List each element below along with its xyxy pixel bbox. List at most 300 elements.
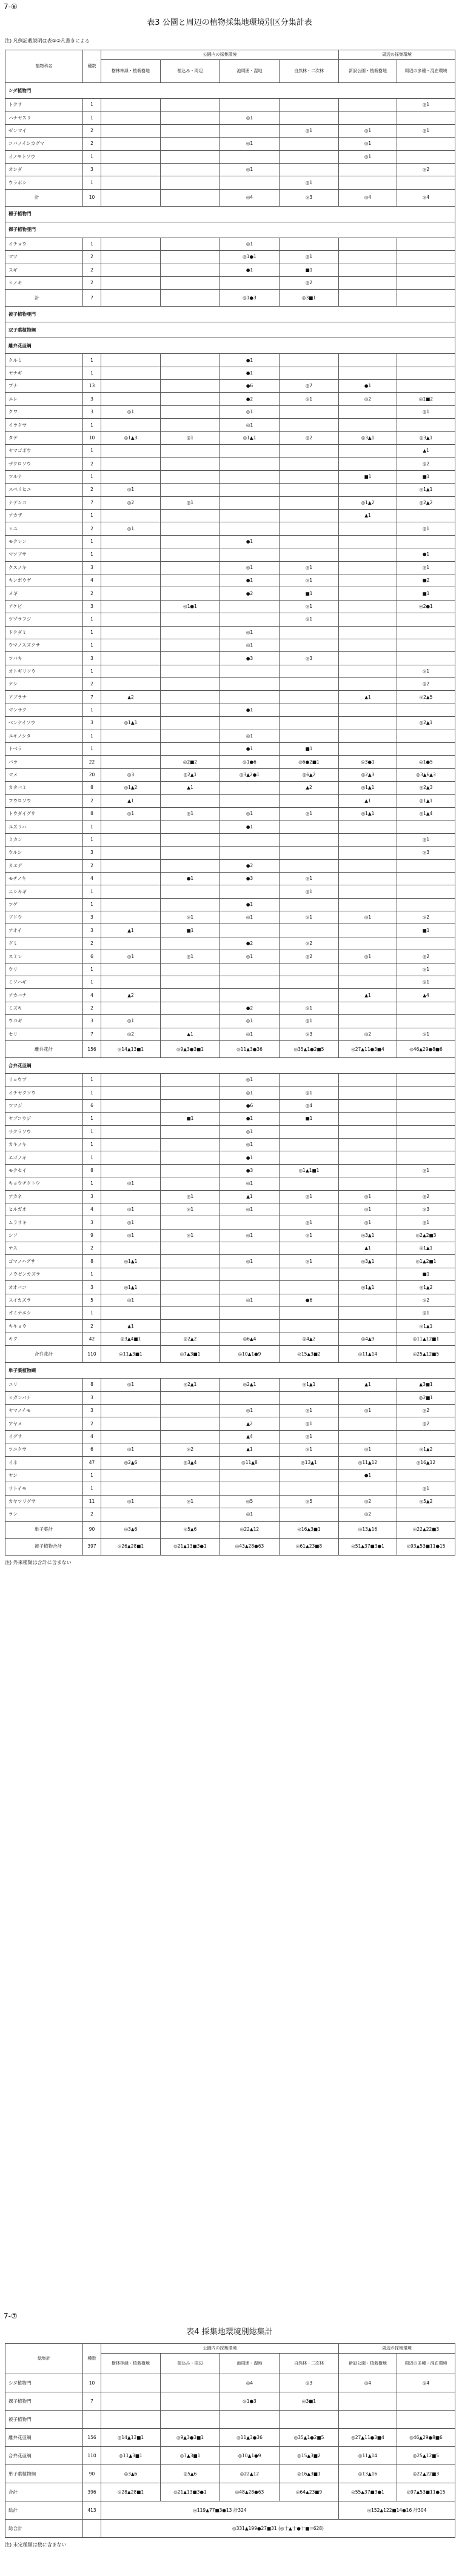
env-cell: ◎2 [280, 431, 339, 444]
env-cell: ◎1 [397, 522, 455, 535]
env-cell [161, 1125, 220, 1138]
env-cell: ◎3●1 [339, 756, 397, 768]
summary-count: 10 [83, 2374, 101, 2392]
table3-row [5, 1203, 455, 1216]
env-cell [101, 730, 161, 742]
table3-row [5, 872, 455, 885]
species-count: 1 [83, 898, 101, 911]
env-cell [280, 730, 339, 742]
family-name: オオバコ [5, 1281, 83, 1294]
env-cell [161, 1281, 220, 1294]
table3-row [5, 431, 455, 444]
table4-row [5, 2447, 455, 2465]
summary-label: 単子葉植物綱 [5, 2465, 83, 2483]
env-cell: ◎1▲2 [397, 1443, 455, 1456]
table3-row [5, 1028, 455, 1040]
env-cell: ◎2▲2■3 [397, 1229, 455, 1242]
env-cell [101, 1404, 161, 1417]
env-cell: ◎25▲12■5 [397, 2447, 455, 2465]
species-count: 1 [83, 509, 101, 522]
env-cell: ◎3 [397, 847, 455, 859]
family-name: カエデ [5, 859, 83, 872]
env-cell [397, 1087, 455, 1099]
env-cell: ◎3 [280, 2374, 339, 2392]
env-cell: ◎1 [280, 1255, 339, 1268]
env-cell: ◎15▲3■2 [280, 2447, 339, 2465]
table3-row [5, 924, 455, 937]
env-cell [339, 484, 397, 496]
species-count: 3 [83, 1190, 101, 1203]
env-cell [397, 138, 455, 150]
env-cell [161, 1391, 220, 1404]
env-cell [101, 251, 161, 264]
env-cell [161, 820, 220, 833]
group-label: 双子葉植物綱 [5, 322, 455, 338]
env-cell [161, 354, 220, 367]
env-cell [161, 470, 220, 483]
family-name: イチヤクソウ [5, 1087, 83, 1099]
env-cell: ◎1 [220, 1255, 280, 1268]
env-cell [339, 1074, 397, 1087]
group-label: 離弁花亜綱 [5, 338, 455, 354]
family-name: アケビ [5, 600, 83, 613]
env-cell: ◎4 [220, 189, 280, 206]
env-cell: ◎1▲2 [101, 782, 161, 794]
species-count: 2 [83, 1002, 101, 1014]
table3-row [5, 976, 455, 989]
summary-count [83, 2520, 101, 2538]
table3-row [5, 138, 455, 150]
env-cell [161, 1417, 220, 1430]
t3-subheader-col-4: 自然林・二次林 [280, 60, 339, 83]
env-cell: ◎1 [339, 1190, 397, 1203]
env-cell [220, 1216, 280, 1229]
env-cell [101, 976, 161, 989]
env-cell: ◎1▲1 [339, 1281, 397, 1294]
env-cell [220, 613, 280, 626]
species-count: 11 [83, 1495, 101, 1508]
env-cell [220, 847, 280, 859]
family-name: フウロソウ [5, 794, 83, 807]
env-cell: ◎1 [280, 1087, 339, 1099]
env-cell [339, 2411, 397, 2429]
table3-row [5, 206, 455, 222]
env-cell: ◎2 [101, 496, 161, 509]
species-count: 5 [83, 1294, 101, 1306]
env-cell: ◎1 [220, 1028, 280, 1040]
env-cell [339, 290, 397, 307]
env-cell [280, 1177, 339, 1190]
species-count: 8 [83, 807, 101, 820]
species-count: 42 [83, 1333, 101, 1345]
env-cell: ▲1 [339, 509, 397, 522]
table3-row [5, 1363, 455, 1379]
family-name: イラクサ [5, 419, 83, 431]
table3-row [5, 176, 455, 189]
table3-row [5, 794, 455, 807]
env-cell [280, 924, 339, 937]
table4-header-around: 周辺の採集環境 [339, 2344, 455, 2354]
env-cell [397, 730, 455, 742]
table3-row [5, 1281, 455, 1294]
table3-row [5, 1495, 455, 1508]
table3-row [5, 1125, 455, 1138]
env-cell: ◎27▲11●3■4 [339, 1041, 397, 1058]
env-cell: ◎13▲16 [339, 1521, 397, 1538]
family-name: ツゲ [5, 898, 83, 911]
env-cell: ◎1 [161, 1190, 220, 1203]
env-cell: ◎9▲3●3■1 [161, 2429, 220, 2447]
env-cell [220, 963, 280, 976]
env-cell: ▲1 [397, 445, 455, 458]
species-count: 1 [83, 976, 101, 989]
species-count: 2 [83, 251, 101, 264]
table3-row [5, 163, 455, 176]
around-total-cell: ◎152▲122■14●16 計304 [339, 2501, 455, 2520]
env-cell: ▲1 [101, 794, 161, 807]
env-cell: ◎22▲12 [220, 2465, 280, 2483]
env-cell: ●1 [220, 354, 280, 367]
table3-row [5, 83, 455, 99]
species-count: 1 [83, 111, 101, 124]
species-count: 2 [83, 264, 101, 276]
env-cell [161, 626, 220, 639]
table3-row [5, 393, 455, 405]
env-cell: ◎5▲6 [161, 2465, 220, 2483]
table3-row [5, 1190, 455, 1203]
env-cell: ◎1 [280, 1404, 339, 1417]
env-cell: ◎2 [397, 1417, 455, 1430]
env-cell: ◎26▲28■1 [101, 1538, 161, 1555]
env-cell: ◎1 [220, 561, 280, 574]
env-cell [161, 1164, 220, 1177]
species-count: 1 [83, 470, 101, 483]
env-cell: ■1 [339, 470, 397, 483]
env-cell [161, 743, 220, 756]
family-name: ユズリハ [5, 820, 83, 833]
species-count: 3 [83, 1281, 101, 1294]
env-cell: ◎1 [339, 950, 397, 963]
env-cell [397, 276, 455, 289]
env-cell: ◎3▲2●1 [220, 768, 280, 781]
env-cell: ◎1▲4 [397, 807, 455, 820]
table3-row [5, 587, 455, 600]
env-cell: ◎11▲8 [220, 1456, 280, 1469]
env-cell: ◎6●2■1 [280, 756, 339, 768]
env-cell [280, 496, 339, 509]
env-cell [397, 111, 455, 124]
species-count: 1 [83, 548, 101, 561]
family-name: ナス [5, 1242, 83, 1255]
family-name: ミソハギ [5, 976, 83, 989]
env-cell [220, 1307, 280, 1320]
env-cell: ◎1 [220, 730, 280, 742]
env-cell [280, 1125, 339, 1138]
env-cell [339, 548, 397, 561]
species-count: 2 [83, 138, 101, 150]
env-cell: ◎1 [280, 561, 339, 574]
env-cell [220, 99, 280, 111]
env-cell: ◎1 [101, 1229, 161, 1242]
env-cell [101, 1138, 161, 1151]
env-cell: ▲1 [339, 794, 397, 807]
env-cell [101, 1430, 161, 1443]
family-name: ウマノスズクサ [5, 639, 83, 651]
env-cell [220, 717, 280, 730]
env-cell: ◎1 [220, 807, 280, 820]
env-cell: ◎1 [397, 405, 455, 418]
env-cell: ◎3 [280, 652, 339, 665]
family-name: ウコギ [5, 1015, 83, 1028]
table3-row [5, 1320, 455, 1333]
env-cell: ◎1 [101, 1379, 161, 1391]
env-cell [397, 1015, 455, 1028]
summary-count: 110 [83, 2447, 101, 2465]
env-cell [101, 1417, 161, 1430]
env-cell: ◎1▲1 [339, 782, 397, 794]
env-cell [339, 1151, 397, 1164]
env-cell [161, 574, 220, 587]
env-cell [101, 99, 161, 111]
table3-row [5, 704, 455, 716]
table4-header-park: 公園内の採集環境 [101, 2344, 339, 2354]
species-count: 1 [83, 419, 101, 431]
env-cell [280, 678, 339, 691]
env-cell: ◎5▲6 [161, 1521, 220, 1538]
env-cell [161, 691, 220, 704]
env-cell [339, 2392, 397, 2411]
env-cell [280, 138, 339, 150]
env-cell: ◎46▲29●8■6 [397, 1041, 455, 1058]
env-cell [339, 730, 397, 742]
env-cell [101, 238, 161, 250]
species-count: 2 [83, 937, 101, 950]
env-cell: ◎2 [161, 1443, 220, 1456]
env-cell [101, 937, 161, 950]
env-cell: ◎13▲1 [280, 1456, 339, 1469]
env-cell [220, 1320, 280, 1333]
env-cell [101, 1469, 161, 1482]
group-label: 単子葉植物綱 [5, 1363, 455, 1379]
species-count: 1 [83, 535, 101, 548]
table3-row [5, 1099, 455, 1112]
env-cell [101, 613, 161, 626]
env-cell: ◎22▲22■3 [397, 2465, 455, 2483]
env-cell [220, 1268, 280, 1280]
env-cell: ◎2▲1 [161, 768, 220, 781]
env-cell: ◎3 [280, 189, 339, 206]
table3-row [5, 1294, 455, 1306]
env-cell: ◎11▲3■1 [101, 2447, 161, 2465]
table3-row [5, 678, 455, 691]
env-cell [101, 847, 161, 859]
table3-row [5, 782, 455, 794]
table3-row [5, 561, 455, 574]
env-cell: ◎11▲3■1 [101, 1346, 161, 1363]
env-cell [280, 976, 339, 989]
env-cell: ◎1 [397, 963, 455, 976]
species-count: 1 [83, 730, 101, 742]
family-name: オミナエシ [5, 1307, 83, 1320]
t3-subheader-col-1: 樹林林縁・植栽樹地 [101, 60, 161, 83]
table3-note: 注) 外来種類は含計に含まない [5, 1560, 72, 1565]
env-cell [101, 380, 161, 393]
env-cell [280, 665, 339, 677]
family-name: ミズキ [5, 1002, 83, 1014]
species-count: 9 [83, 1229, 101, 1242]
env-cell [280, 639, 339, 651]
species-count: 3 [83, 561, 101, 574]
env-cell [161, 1404, 220, 1417]
env-cell [161, 99, 220, 111]
table3-row [5, 756, 455, 768]
park-total-cell: ◎119▲77■3●13 計324 [101, 2501, 339, 2520]
section-label-7-6: 7-⑥ [4, 2, 18, 11]
env-cell [397, 1113, 455, 1125]
env-cell [101, 150, 161, 163]
env-cell [220, 276, 280, 289]
env-cell [339, 1268, 397, 1280]
env-cell: ◎10▲1●9 [220, 1346, 280, 1363]
table3-row [5, 222, 455, 238]
env-cell [339, 176, 397, 189]
env-cell: ◎5 [220, 1495, 280, 1508]
table3-row [5, 807, 455, 820]
species-count: 1 [83, 150, 101, 163]
family-name: 合弁花計 [5, 1346, 83, 1363]
env-cell [280, 1281, 339, 1294]
env-cell [161, 976, 220, 989]
env-cell: ◎1 [161, 1229, 220, 1242]
env-cell [161, 561, 220, 574]
env-cell: ◎1▲1 [280, 1379, 339, 1391]
env-cell [101, 1242, 161, 1255]
env-cell [280, 963, 339, 976]
table3-row [5, 307, 455, 322]
env-cell: ◎16▲12 [397, 1456, 455, 1469]
env-cell [397, 1138, 455, 1151]
env-cell [161, 704, 220, 716]
env-cell [101, 1151, 161, 1164]
env-cell: ◎1 [339, 1216, 397, 1229]
env-cell: ◎43▲28●63 [220, 1538, 280, 1555]
env-cell: ◎3▲4■1 [101, 1333, 161, 1345]
env-cell [101, 885, 161, 898]
env-cell [280, 794, 339, 807]
family-name: ノウゼンカズラ [5, 1268, 83, 1280]
env-cell: ◎1 [161, 1495, 220, 1508]
env-cell [280, 445, 339, 458]
env-cell: ▲3■1 [397, 1379, 455, 1391]
family-name: リョウブ [5, 1074, 83, 1087]
env-cell [339, 458, 397, 470]
env-cell: ◎46▲29●8■6 [397, 2429, 455, 2447]
env-cell [397, 885, 455, 898]
env-cell [101, 354, 161, 367]
env-cell: ◎1●3 [220, 290, 280, 307]
species-count: 1 [83, 238, 101, 250]
family-name: ミカン [5, 833, 83, 846]
env-cell: ◎1 [339, 124, 397, 137]
family-name: ニシキギ [5, 885, 83, 898]
species-count: 1 [83, 613, 101, 626]
env-cell: ◎11▲12■1 [397, 1333, 455, 1345]
env-cell: ◎4 [397, 2374, 455, 2392]
env-cell [397, 1125, 455, 1138]
env-cell: ●3 [220, 652, 280, 665]
env-cell [101, 1002, 161, 1014]
env-cell: ◎2 [280, 276, 339, 289]
env-cell [101, 458, 161, 470]
env-cell [339, 1294, 397, 1306]
env-cell [220, 1391, 280, 1404]
env-cell [101, 1113, 161, 1125]
family-name: 単子葉計 [5, 1521, 83, 1538]
table3-row [5, 322, 455, 338]
env-cell: ◎1 [220, 405, 280, 418]
species-count: 4 [83, 1203, 101, 1216]
species-count: 1 [83, 1268, 101, 1280]
env-cell [339, 859, 397, 872]
env-cell [161, 717, 220, 730]
env-cell: ■1 [397, 1268, 455, 1280]
env-cell: ▲4 [397, 989, 455, 1002]
env-cell: ◎1 [220, 911, 280, 924]
summary-count: 90 [83, 2465, 101, 2483]
summary-count: 7 [83, 2392, 101, 2411]
species-count: 3 [83, 1015, 101, 1028]
env-cell [161, 1430, 220, 1443]
env-cell [161, 2374, 220, 2392]
env-cell [280, 548, 339, 561]
table3-row [5, 509, 455, 522]
env-cell: ◎1●5 [397, 756, 455, 768]
env-cell [101, 678, 161, 691]
family-name: ドクダミ [5, 626, 83, 639]
env-cell [101, 963, 161, 976]
env-cell [101, 535, 161, 548]
env-cell [280, 419, 339, 431]
table3-row [5, 613, 455, 626]
env-cell [161, 1177, 220, 1190]
family-name: オシダ [5, 163, 83, 176]
family-name: マツ [5, 251, 83, 264]
env-cell [220, 678, 280, 691]
env-cell: ▲1 [339, 691, 397, 704]
env-cell: ◎1 [101, 1443, 161, 1456]
env-cell [339, 937, 397, 950]
env-cell [101, 163, 161, 176]
family-name: ケシ [5, 678, 83, 691]
env-cell: ◎1●1 [220, 251, 280, 264]
table3-row [5, 1538, 455, 1555]
family-name: マンサク [5, 704, 83, 716]
env-cell [339, 99, 397, 111]
family-name: イネ [5, 1456, 83, 1469]
table4-row [5, 2501, 455, 2520]
env-cell [280, 820, 339, 833]
env-cell [339, 264, 397, 276]
env-cell [397, 1177, 455, 1190]
env-cell: ◎1▲1 [101, 1255, 161, 1268]
species-count: 2 [83, 587, 101, 600]
family-name: ウリ [5, 963, 83, 976]
env-cell: ●1 [220, 743, 280, 756]
table3-row [5, 1138, 455, 1151]
family-name: アカネ [5, 1190, 83, 1203]
table3-row [5, 1417, 455, 1430]
env-cell [339, 833, 397, 846]
